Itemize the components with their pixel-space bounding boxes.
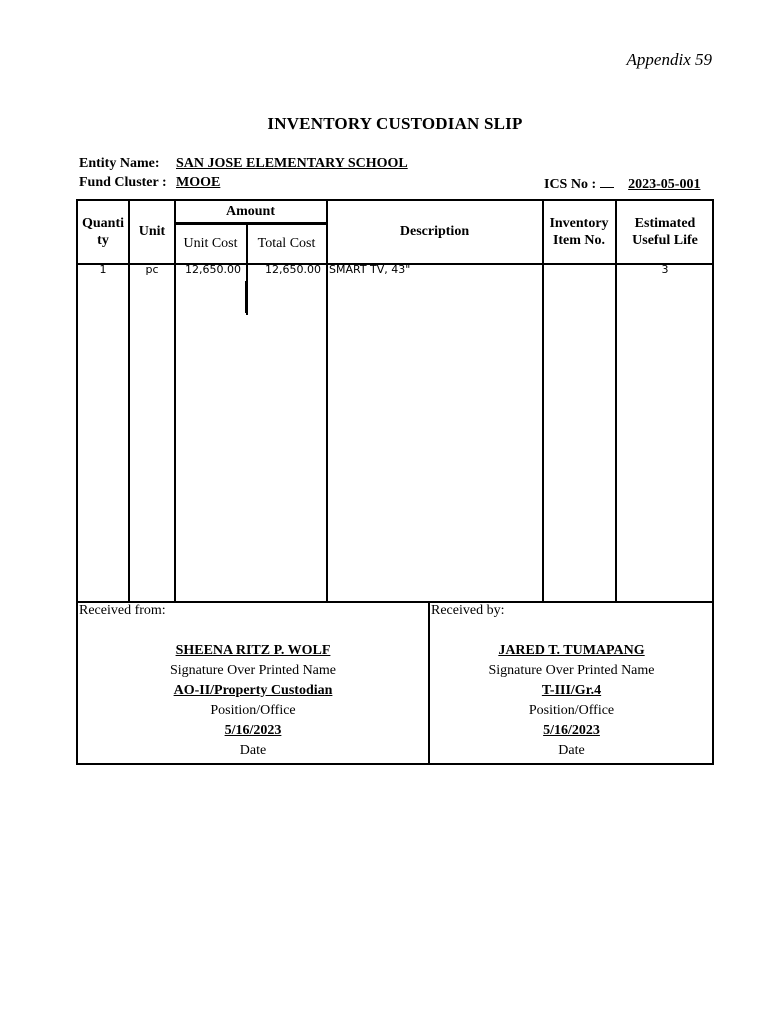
header-amount: Amount xyxy=(225,204,275,219)
entity-name-row xyxy=(79,156,408,172)
received-by-position: T-III/Gr.4 xyxy=(541,683,602,698)
received-from-date-caption: Date xyxy=(239,743,267,758)
col-divider xyxy=(542,201,544,602)
cell-total-cost: 12,650.00 xyxy=(265,263,321,276)
received-by-date-caption: Date xyxy=(558,743,585,758)
ics-number-row xyxy=(544,175,700,193)
col-divider xyxy=(174,201,176,602)
col-divider xyxy=(615,201,617,602)
entity-name-label: Entity Name: xyxy=(79,156,160,171)
cell-unit: pc xyxy=(145,263,159,276)
cell-cursor xyxy=(245,281,247,313)
cell-unit-cost: 12,650.00 xyxy=(185,263,241,276)
header-useful-life: Estimated Useful Life xyxy=(632,216,698,248)
table-bottom-line xyxy=(78,601,714,603)
received-by-label: Received by: xyxy=(431,603,505,618)
header-description: Description xyxy=(399,224,470,239)
inventory-table xyxy=(76,199,714,765)
header-quantity: Quanti ty xyxy=(81,216,124,248)
received-from-position-caption: Position/Office xyxy=(210,703,296,718)
fund-cluster-label: Fund Cluster : xyxy=(79,175,167,190)
cell-useful-life: 3 xyxy=(661,263,669,276)
received-from-block xyxy=(78,641,428,761)
amount-divider xyxy=(175,222,326,225)
received-by-date: 5/16/2023 xyxy=(543,723,600,738)
col-divider xyxy=(326,201,328,602)
ics-blank-line xyxy=(600,175,614,188)
received-by-name-caption: Signature Over Printed Name xyxy=(488,663,655,678)
received-from-position: AO-II/Property Custodian xyxy=(173,683,333,698)
header-unit: Unit xyxy=(138,224,166,239)
received-by-block xyxy=(429,641,714,761)
cell-quantity: 1 xyxy=(99,263,107,276)
col-divider xyxy=(128,201,130,602)
header-inventory-item-no: Inventory Item No. xyxy=(549,216,609,248)
received-by-name: JARED T. TUMAPANG xyxy=(498,643,645,658)
ics-number-label: ICS No : xyxy=(544,177,597,192)
entity-name-value: SAN JOSE ELEMENTARY SCHOOL xyxy=(176,156,408,171)
cell-description: SMART TV, 43" xyxy=(329,263,411,276)
received-by-position-caption: Position/Office xyxy=(528,703,615,718)
received-from-date: 5/16/2023 xyxy=(224,723,282,738)
fund-cluster-row xyxy=(79,175,220,191)
header-total-cost: Total Cost xyxy=(257,236,316,251)
fund-cluster-value: MOOE xyxy=(176,175,221,190)
ics-number-value: 2023-05-001 xyxy=(628,177,701,192)
form-title: INVENTORY CUSTODIAN SLIP xyxy=(267,114,523,133)
received-from-label: Received from: xyxy=(79,603,166,618)
appendix-label: Appendix 59 xyxy=(626,50,712,69)
received-from-name-caption: Signature Over Printed Name xyxy=(169,663,336,678)
received-from-name: SHEENA RITZ P. WOLF xyxy=(175,643,331,658)
header-unit-cost: Unit Cost xyxy=(183,236,238,251)
